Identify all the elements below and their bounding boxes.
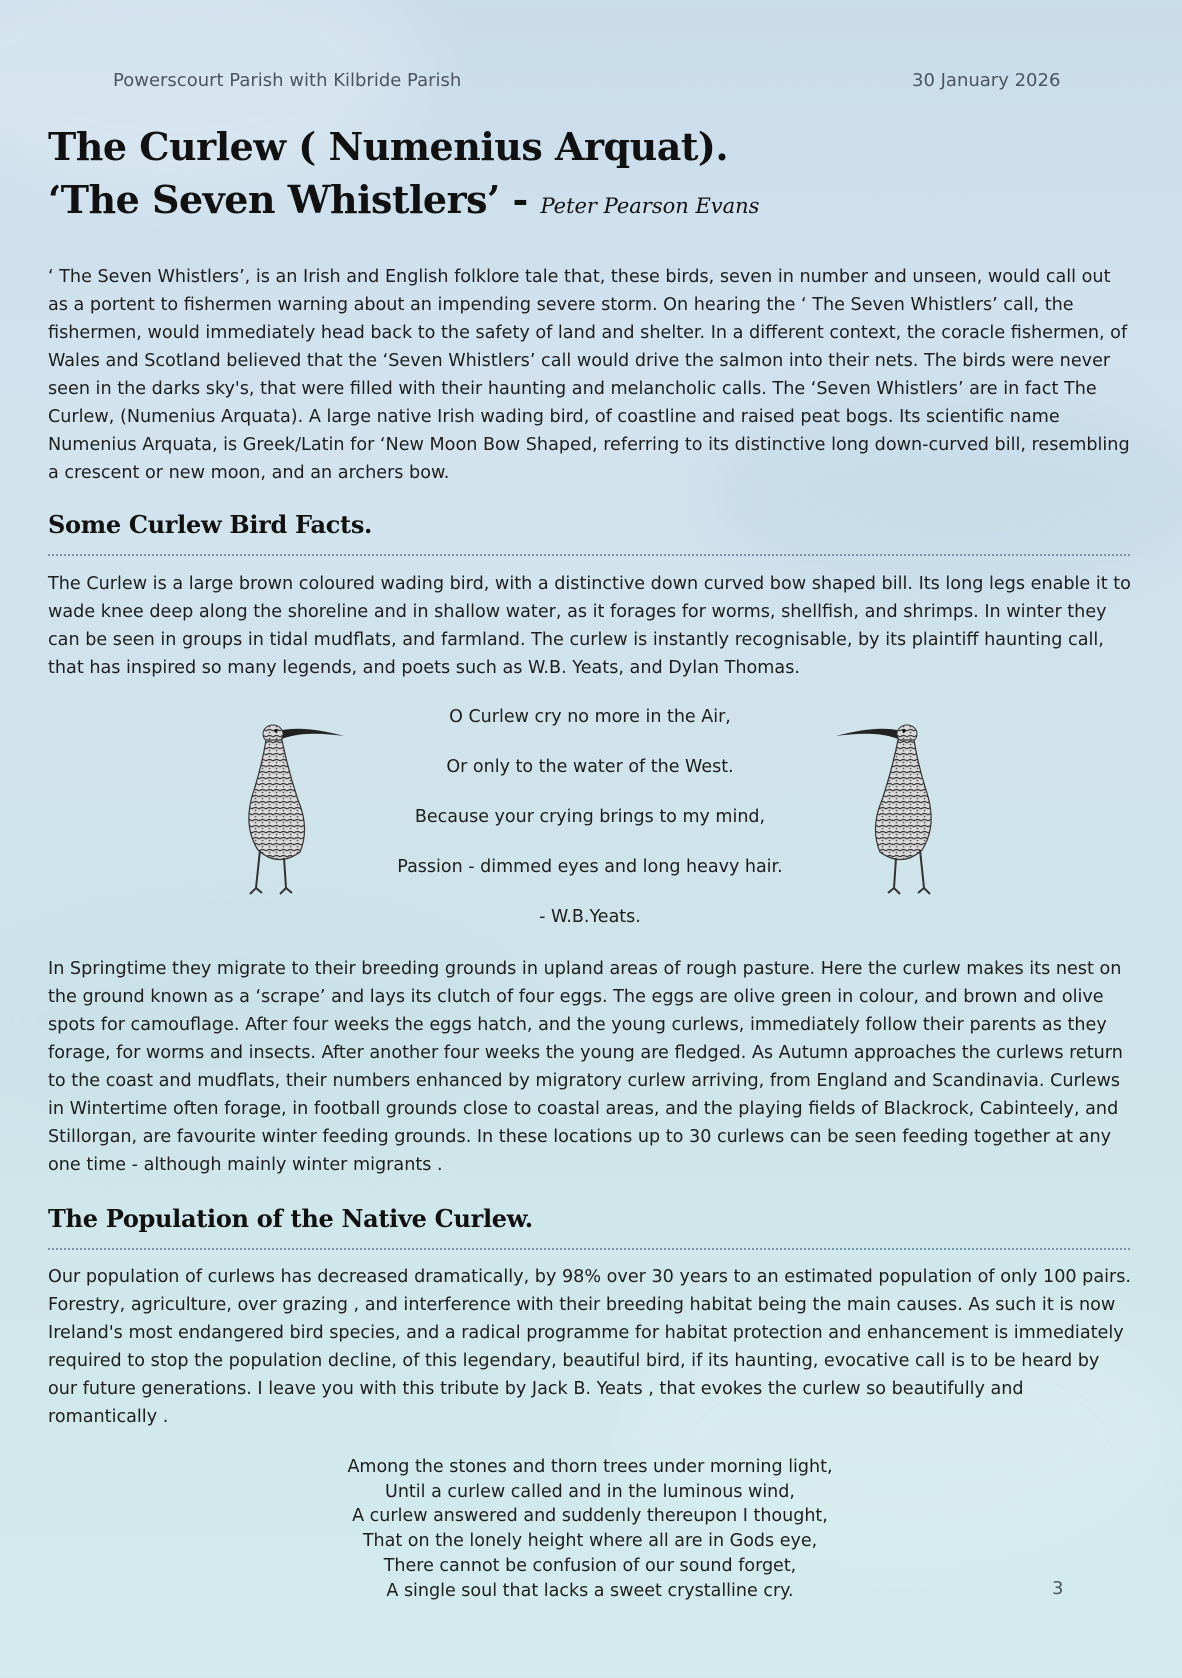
migration-paragraph: In Springtime they migrate to their breeding grounds in upland areas of rough pasture. Here the curlew makes its nest on the ground known as a ‘scrape’ and lays its clutch of four eggs. The eggs are olive green in colour, and brown and olive spots for camouflage. After four weeks the eggs hatch, and the young curlews, immediately follow their parents as they forage, for worms and insects. After another four weeks the young are fledged. As Autumn approaches the curlews return to the coast and mudflats, their numbers enhanced by migratory curlew arriving, from England and Scandinavia. Curlews in Wintertime often forage, in football grounds close to coastal areas, and the playing fields of Blackrock, Cabinteely, and Stillorgan, are favourite winter feeding grounds. In these locations up to 30 curlews can be seen feeding together at any one time - although mainly winter migrants . <box>48 959 1123 1175</box>
population-paragraph: Our population of curlews has decreased dramatically, by 98% over 30 years to an estimated population of only 100 pairs. Forestry, agriculture, over grazing , and interference with their breeding habitat being the main causes. As such it is now Ireland's most endangered bird species, and a radical programme for habitat protection and enhancement is immediately required to stop the population decline, of this legendary, beautiful bird, if its haunting, evocative call is to be heard by our future generations. I leave you with this tribute by Jack B. Yeats , that evokes the curlew so beautifully and romantically . <box>48 1267 1132 1427</box>
article-title <box>48 120 759 233</box>
curlew-illustration-right <box>832 710 942 895</box>
title-line-1: The Curlew ( Numenius Arquat). <box>48 124 729 169</box>
author-name: Peter Pearson Evans <box>540 194 760 218</box>
poem-line: O Curlew cry no more in the Air, <box>449 707 731 727</box>
poem-line: A curlew answered and suddenly thereupon I thought, <box>352 1506 828 1527</box>
poem-attribution: - W.B.Yeats. <box>539 907 641 927</box>
poem-line: Or only to the water of the West. <box>446 757 734 777</box>
parish-name: Powerscourt Parish with Kilbride Parish <box>113 70 462 91</box>
facts-paragraph: The Curlew is a large brown coloured wading bird, with a distinctive down curved bow shaped bill. Its long legs enable it to wade knee deep along the shoreline and in shallow water, as it forages for worms, shellfish, and shrimps. In winter they can be seen in groups in tidal mudflats, and farmland. The curlew is instantly recognisable, by its plaintiff haunting call, that has inspired so many legends, and poets such as W.B. Yeats, and Dylan Thomas. <box>48 574 1131 678</box>
poem-line: A single soul that lacks a sweet crystalline cry. <box>386 1580 794 1601</box>
jack-yeats-poem <box>300 1455 880 1603</box>
yeats-poem <box>300 702 880 952</box>
page-number: 3 <box>1052 1578 1064 1599</box>
section-heading-facts: Some Curlew Bird Facts. <box>48 510 373 539</box>
title-line-2: ‘The Seven Whistlers’ - <box>48 177 541 222</box>
section-divider <box>48 554 1130 556</box>
intro-paragraph: ‘ The Seven Whistlers’, is an Irish and English folklore tale that, these birds, seven in number and unseen, would call out as a portent to fishermen warning about an impending severe storm. On hearing the ‘ The Seven Whistlers’ call, the fishermen, would immediately head back to the safety of land and shelter. In a different context, the coracle fishermen, of Wales and Scotland believed that the ‘Seven Whistlers’ call would drive the salmon into their nets. The birds were never seen in the darks sky's, that were filled with their haunting and melancholic calls. The ‘Seven Whistlers’ are in fact The Curlew, (Numenius Arquata). A large native Irish wading bird, of coastline and raised peat bogs. Its scientific name Numenius Arquata, is Greek/Latin for ‘New Moon Bow Shaped, referring to its distinctive long down-curved bill, resembling a crescent or new moon, and an archers bow. <box>48 267 1130 483</box>
poem-line: Because your crying brings to my mind, <box>414 807 766 827</box>
section-divider <box>48 1248 1130 1250</box>
poem-line: That on the lonely height where all are in Gods eye, <box>362 1531 818 1552</box>
poem-line: Until a curlew called and in the luminous wind, <box>385 1481 795 1502</box>
poem-line: There cannot be confusion of our sound forget, <box>383 1555 797 1576</box>
issue-date: 30 January 2026 <box>912 70 1061 91</box>
poem-line: Passion - dimmed eyes and long heavy hair. <box>397 857 783 877</box>
poem-line: Among the stones and thorn trees under morning light, <box>347 1457 833 1477</box>
section-heading-population: The Population of the Native Curlew. <box>48 1204 533 1233</box>
